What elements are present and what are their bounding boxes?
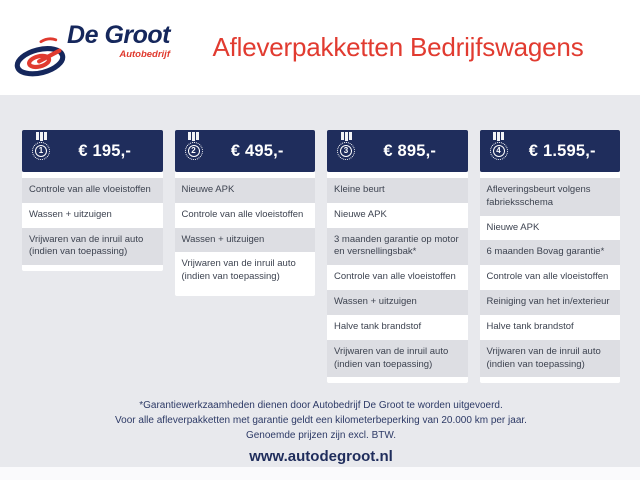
- package-item: Nieuwe APK: [334, 208, 387, 220]
- medal-1-icon: [29, 132, 53, 160]
- package-item: Halve tank brandstof: [486, 320, 574, 332]
- medal-ribbon: [341, 132, 352, 141]
- package-price: € 1.595,-: [528, 141, 596, 160]
- website-link[interactable]: www.autodegroot.nl: [249, 448, 393, 465]
- medal-number: 4: [493, 145, 505, 157]
- package-card-4: [480, 130, 621, 383]
- package-item: Controle van alle vloeistoffen: [22, 178, 163, 203]
- header: [0, 0, 640, 95]
- packages-area: [0, 95, 640, 465]
- package-item: Controle van alle vloeistoffen: [334, 271, 456, 283]
- brand-name: De Groot: [67, 20, 170, 49]
- package-item: 6 maanden Bovag garantie*: [480, 240, 621, 265]
- package-item-list: [480, 172, 621, 383]
- medal-coin: [32, 142, 50, 160]
- medal-ribbon: [36, 132, 47, 141]
- package-header-2: [175, 130, 316, 172]
- brand-text: [52, 20, 170, 60]
- brand-subtitle: Autobedrijf: [119, 48, 170, 60]
- medal-2-icon: [182, 132, 206, 160]
- package-item: Nieuwe APK: [175, 178, 316, 203]
- package-item-list: [175, 172, 316, 296]
- brand-logo: [14, 16, 174, 80]
- package-item: Wassen + uitzuigen: [29, 208, 112, 220]
- medal-ribbon: [493, 132, 504, 141]
- disclaimer-line: *Garantiewerkzaamheden dienen door Autobedrijf De Groot te worden uitgevoerd.: [139, 400, 503, 411]
- bottom-strip: [0, 467, 640, 480]
- page-title: Afleverpakketten Bedrijfswagens: [212, 32, 584, 62]
- package-header-4: [480, 130, 621, 172]
- package-card-2: [175, 130, 316, 296]
- medal-coin: [185, 142, 203, 160]
- package-item: Reiniging van het in/exterieur: [480, 290, 621, 315]
- package-item: Controle van alle vloeistoffen: [486, 271, 609, 283]
- medal-number: 3: [340, 145, 352, 157]
- package-columns: [22, 130, 620, 388]
- medal-number: 1: [35, 145, 47, 157]
- package-item: Controle van alle vloeistoffen: [181, 208, 304, 220]
- package-item: Vrijwaren van de inruil auto (indien van toepassing): [22, 228, 163, 266]
- medal-ribbon: [188, 132, 199, 141]
- package-item: Vrijwaren van de inruil auto (indien van toepassing): [480, 340, 621, 378]
- medal-3-icon: [334, 132, 358, 160]
- medal-coin: [490, 142, 508, 160]
- package-card-3: [327, 130, 468, 383]
- package-item: Vrijwaren van de inruil auto (indien van toepassing): [327, 340, 468, 378]
- medal-number: 2: [188, 145, 200, 157]
- package-item: Vrijwaren van de inruil auto (indien van toepassing): [181, 258, 296, 283]
- package-item-list: [327, 172, 468, 383]
- medal-coin: [337, 142, 355, 160]
- disclaimer-line: Voor alle afleverpakketten met garantie geldt een kilometerbeperking van 20.000 km per jaar.: [115, 415, 527, 426]
- package-item-list: [22, 172, 163, 271]
- package-header-3: [327, 130, 468, 172]
- package-card-1: [22, 130, 163, 271]
- medal-4-icon: [487, 132, 511, 160]
- package-item: Afleveringsbeurt volgens fabrieksschema: [480, 178, 621, 216]
- package-item: Wassen + uitzuigen: [327, 290, 468, 315]
- package-item: Wassen + uitzuigen: [175, 228, 316, 253]
- package-price: € 195,-: [78, 141, 132, 160]
- package-item: 3 maanden garantie op motor en versnellingsbak*: [327, 228, 468, 266]
- disclaimer-line: Genoemde prijzen zijn excl. BTW.: [245, 430, 397, 441]
- package-price: € 495,-: [230, 141, 284, 160]
- package-item: Nieuwe APK: [486, 221, 540, 233]
- package-header-1: [22, 130, 163, 172]
- package-item: Halve tank brandstof: [334, 320, 422, 332]
- package-price: € 895,-: [383, 141, 437, 160]
- package-item: Kleine beurt: [327, 178, 468, 203]
- disclaimer: [22, 398, 620, 443]
